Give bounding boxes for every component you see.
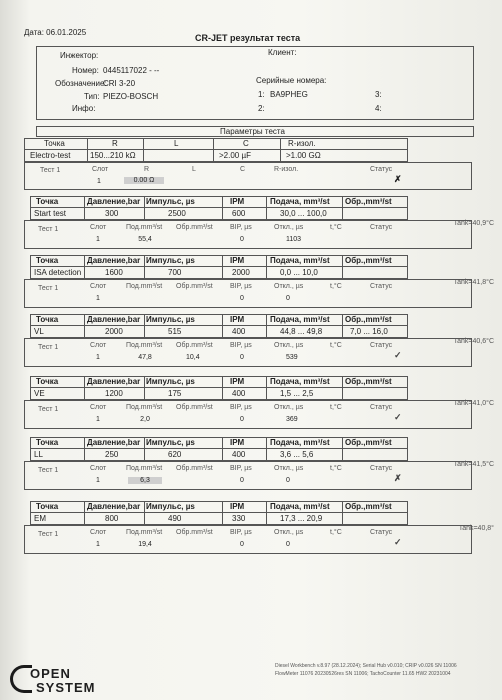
section-ipm: 400 bbox=[232, 327, 246, 336]
section-header-feed: Подача, mm³/st bbox=[270, 315, 330, 324]
section-pressure: 2000 bbox=[105, 327, 123, 336]
serials-label: Серийные номера: bbox=[256, 76, 327, 85]
section-result-label-temp: t,°C bbox=[330, 224, 342, 231]
section-tank-temp: Tank=41,0°C bbox=[453, 400, 494, 407]
section-header-pressure: Давление,bar bbox=[87, 256, 141, 265]
section-header-impulse: Импульс, µs bbox=[146, 256, 195, 265]
section-header-point: Точка bbox=[36, 377, 59, 386]
section-header-impulse: Импульс, µs bbox=[146, 502, 195, 511]
section-bip-value: 0 bbox=[240, 236, 244, 243]
section-result-label-slot: Слот bbox=[90, 342, 107, 349]
section-header-feed: Подача, mm³/st bbox=[270, 197, 330, 206]
params-r-slot-value: 1 bbox=[97, 178, 101, 185]
section-ipm: 400 bbox=[232, 450, 246, 459]
params-h-riso: R-изол. bbox=[288, 139, 316, 148]
section-ipm: 330 bbox=[232, 514, 246, 523]
section-result-label-test: Тест 1 bbox=[38, 285, 59, 292]
section-feed: 0,0 ... 10,0 bbox=[280, 268, 318, 277]
section-pressure: 250 bbox=[105, 450, 119, 459]
section-result-label-status: Статус bbox=[370, 465, 393, 472]
section-ipm: 400 bbox=[232, 389, 246, 398]
section-slot-value: 1 bbox=[96, 354, 100, 361]
section-feed-value: 19,4 bbox=[138, 541, 152, 548]
logo-top: OPEN bbox=[30, 666, 71, 681]
section-feed-value: 2,0 bbox=[140, 416, 150, 423]
section-point: VE bbox=[34, 389, 45, 398]
section-result-label-test: Тест 1 bbox=[38, 406, 59, 413]
section-header-ipm: IPM bbox=[230, 438, 245, 447]
section-header-ret: Обр.,mm³/st bbox=[345, 256, 392, 265]
section-result-label-status: Статус bbox=[370, 404, 393, 411]
section-tank-temp: Tank=40,8° bbox=[458, 525, 494, 532]
section-slot-value: 1 bbox=[96, 477, 100, 484]
section-header-pressure: Давление,bar bbox=[87, 502, 141, 511]
params-r-l: L bbox=[192, 166, 196, 173]
footer-line-2: FlowMeter 11076 20230526res SN 11006; TachoCounter 11.65 HW2 20231004 bbox=[275, 671, 451, 677]
section-result-label-status: Статус bbox=[370, 342, 393, 349]
serial-1-label: 1: bbox=[258, 90, 265, 99]
section-result-label-feed_r: Под.mm³/st bbox=[126, 342, 163, 349]
section-result-label-feed_r: Под.mm³/st bbox=[126, 283, 163, 290]
section-bip-value: 0 bbox=[240, 295, 244, 302]
serial-1-value: BA9PHEG bbox=[270, 90, 308, 99]
section-header-pressure: Давление,bar bbox=[87, 438, 141, 447]
serial-4-label: 4: bbox=[375, 104, 382, 113]
section-result-label-dev: Откл., µs bbox=[274, 283, 304, 290]
logo-bottom: SYSTEM bbox=[36, 680, 96, 695]
report-title: CR-JET результат теста bbox=[195, 33, 301, 43]
section-result-label-slot: Слот bbox=[90, 529, 107, 536]
section-header-pressure: Давление,bar bbox=[87, 315, 141, 324]
section-bip-value: 0 bbox=[240, 416, 244, 423]
section-result-label-test: Тест 1 bbox=[38, 344, 59, 351]
section-point: LL bbox=[34, 450, 43, 459]
number-label: Номер: bbox=[72, 66, 99, 75]
section-impulse: 620 bbox=[168, 450, 182, 459]
section-header-point: Точка bbox=[36, 438, 59, 447]
section-impulse: 2500 bbox=[168, 209, 186, 218]
section-deviation-value: 369 bbox=[286, 416, 298, 423]
params-table bbox=[24, 138, 408, 162]
section-header-point: Точка bbox=[36, 502, 59, 511]
number-value: 0445117022 - -- bbox=[103, 66, 160, 75]
type-label: Тип: bbox=[84, 92, 100, 101]
report-date: Дата: 06.01.2025 bbox=[24, 28, 87, 37]
params-r-c: C bbox=[240, 166, 246, 173]
section-deviation-value: 539 bbox=[286, 354, 298, 361]
section-result-label-slot: Слот bbox=[90, 465, 107, 472]
section-result-label-feed_r: Под.mm³/st bbox=[126, 404, 163, 411]
section-point: VL bbox=[34, 327, 44, 336]
section-result-label-feed_r: Под.mm³/st bbox=[126, 465, 163, 472]
section-header-impulse: Импульс, µs bbox=[146, 377, 195, 386]
section-result-label-slot: Слот bbox=[90, 224, 107, 231]
params-h-c: C bbox=[243, 139, 249, 148]
section-bip-value: 0 bbox=[240, 354, 244, 361]
section-impulse: 515 bbox=[168, 327, 182, 336]
section-bip-value: 0 bbox=[240, 541, 244, 548]
section-point: Start test bbox=[34, 209, 67, 218]
section-deviation-value: 1103 bbox=[286, 236, 302, 243]
section-deviation-value: 0 bbox=[286, 541, 290, 548]
section-result-label-bip: BIP, µs bbox=[230, 404, 252, 411]
section-ipm: 600 bbox=[232, 209, 246, 218]
section-feed-value: 47,8 bbox=[138, 354, 152, 361]
section-result-label-dev: Откл., µs bbox=[274, 465, 304, 472]
section-header-ipm: IPM bbox=[230, 256, 245, 265]
section-result-label-ret_r: Обр.mm³/st bbox=[176, 529, 213, 536]
params-r-r: R bbox=[144, 166, 150, 173]
designation-value: CRI 3-20 bbox=[103, 79, 136, 88]
params-v-point: Electro-test bbox=[30, 151, 71, 160]
section-tank-temp: Tank=40,9°C bbox=[453, 220, 494, 227]
section-result-label-test: Тест 1 bbox=[38, 226, 59, 233]
section-point: ISA detection bbox=[34, 268, 82, 277]
section-header-feed: Подача, mm³/st bbox=[270, 438, 330, 447]
fail-mark-icon: ✗ bbox=[394, 174, 402, 184]
type-value: PIEZO-BOSCH bbox=[103, 92, 159, 101]
params-r-status: Статус bbox=[370, 166, 393, 173]
params-v-riso: >1.00 GΩ bbox=[286, 151, 321, 160]
section-pressure: 1600 bbox=[105, 268, 123, 277]
section-pressure: 800 bbox=[105, 514, 119, 523]
params-h-l: L bbox=[174, 139, 179, 148]
params-title: Параметры теста bbox=[220, 127, 285, 136]
section-feed: 17,3 ... 20,9 bbox=[280, 514, 323, 523]
params-v-c: >2.00 µF bbox=[219, 151, 251, 160]
section-slot-value: 1 bbox=[96, 541, 100, 548]
section-header-pressure: Давление,bar bbox=[87, 197, 141, 206]
section-header-feed: Подача, mm³/st bbox=[270, 377, 330, 386]
section-slot-value: 1 bbox=[96, 236, 100, 243]
section-header-ipm: IPM bbox=[230, 377, 245, 386]
section-result-label-bip: BIP, µs bbox=[230, 529, 252, 536]
section-pressure: 1200 bbox=[105, 389, 123, 398]
section-result-label-status: Статус bbox=[370, 529, 393, 536]
section-result-label-temp: t,°C bbox=[330, 465, 342, 472]
params-r-riso: R-изол. bbox=[274, 166, 299, 173]
section-deviation-value: 0 bbox=[286, 295, 290, 302]
section-return: 7,0 ... 16,0 bbox=[350, 327, 388, 336]
section-impulse: 175 bbox=[168, 389, 182, 398]
section-result-label-test: Тест 1 bbox=[38, 467, 59, 474]
section-result-label-slot: Слот bbox=[90, 283, 107, 290]
section-result-label-bip: BIP, µs bbox=[230, 224, 252, 231]
section-feed: 3,6 ... 5,6 bbox=[280, 450, 314, 459]
section-result-label-bip: BIP, µs bbox=[230, 342, 252, 349]
section-header-ret: Обр.,mm³/st bbox=[345, 377, 392, 386]
section-header-ret: Обр.,mm³/st bbox=[345, 197, 392, 206]
section-result-label-ret_r: Обр.mm³/st bbox=[176, 224, 213, 231]
section-ipm: 2000 bbox=[232, 268, 250, 277]
section-tank-temp: Tank=41,8°C bbox=[453, 279, 494, 286]
section-feed: 1,5 ... 2,5 bbox=[280, 389, 314, 398]
section-impulse: 700 bbox=[168, 268, 182, 277]
section-feed: 44,8 ... 49,8 bbox=[280, 327, 323, 336]
section-result-label-bip: BIP, µs bbox=[230, 283, 252, 290]
section-feed-value: 55,4 bbox=[138, 236, 152, 243]
footer-line-1: Diesel Workbench v.8.97 (28.12.2024); Serial Hub v0.010; CRIP v0.026 SN 11006 bbox=[275, 663, 457, 669]
params-r-slot: Слот bbox=[92, 166, 109, 173]
section-header-ret: Обр.,mm³/st bbox=[345, 315, 392, 324]
section-pressure: 300 bbox=[105, 209, 119, 218]
section-result-label-temp: t,°C bbox=[330, 404, 342, 411]
section-result-label-temp: t,°C bbox=[330, 283, 342, 290]
section-result-label-ret_r: Обр.mm³/st bbox=[176, 465, 213, 472]
section-status-icon: ✓ bbox=[394, 350, 402, 360]
section-header-point: Точка bbox=[36, 256, 59, 265]
section-result-label-ret_r: Обр.mm³/st bbox=[176, 404, 213, 411]
section-slot-value: 1 bbox=[96, 295, 100, 302]
section-impulse: 490 bbox=[168, 514, 182, 523]
section-header-ret: Обр.,mm³/st bbox=[345, 438, 392, 447]
section-header-ipm: IPM bbox=[230, 315, 245, 324]
serial-2-label: 2: bbox=[258, 104, 265, 113]
section-point: EM bbox=[34, 514, 46, 523]
section-status-icon: ✗ bbox=[394, 473, 402, 483]
section-header-impulse: Импульс, µs bbox=[146, 315, 195, 324]
section-header-ipm: IPM bbox=[230, 197, 245, 206]
section-result-label-status: Статус bbox=[370, 224, 393, 231]
section-result-label-status: Статус bbox=[370, 283, 393, 290]
injector-label: Инжектор: bbox=[60, 51, 99, 60]
section-result-label-temp: t,°C bbox=[330, 342, 342, 349]
section-header-ret: Обр.,mm³/st bbox=[345, 502, 392, 511]
section-return-value: 10,4 bbox=[186, 354, 200, 361]
section-result-label-dev: Откл., µs bbox=[274, 224, 304, 231]
section-header-point: Точка bbox=[36, 315, 59, 324]
section-status-icon: ✓ bbox=[394, 412, 402, 422]
section-feed: 30,0 ... 100,0 bbox=[280, 209, 327, 218]
section-result-label-dev: Откл., µs bbox=[274, 342, 304, 349]
section-tank-temp: Tank=41,5°C bbox=[453, 461, 494, 468]
section-slot-value: 1 bbox=[96, 416, 100, 423]
params-r-r-value: 0.00 Ω bbox=[124, 177, 164, 184]
section-result-label-ret_r: Обр.mm³/st bbox=[176, 283, 213, 290]
params-h-r: R bbox=[112, 139, 118, 148]
section-result-label-feed_r: Под.mm³/st bbox=[126, 224, 163, 231]
section-result-label-feed_r: Под.mm³/st bbox=[126, 529, 163, 536]
serial-3-label: 3: bbox=[375, 90, 382, 99]
client-label: Клиент: bbox=[268, 48, 297, 57]
params-v-r: 150...210 kΩ bbox=[90, 151, 136, 160]
section-header-impulse: Импульс, µs bbox=[146, 438, 195, 447]
designation-label: Обозначение: bbox=[55, 79, 107, 88]
params-r-test: Тест 1 bbox=[40, 167, 61, 174]
section-bip-value: 0 bbox=[240, 477, 244, 484]
section-header-feed: Подача, mm³/st bbox=[270, 256, 330, 265]
section-status-icon: ✓ bbox=[394, 537, 402, 547]
section-feed-value: 6,3 bbox=[128, 477, 162, 484]
section-result-label-slot: Слот bbox=[90, 404, 107, 411]
section-result-label-dev: Откл., µs bbox=[274, 404, 304, 411]
section-header-pressure: Давление,bar bbox=[87, 377, 141, 386]
section-result-label-test: Тест 1 bbox=[38, 531, 59, 538]
section-header-ipm: IPM bbox=[230, 502, 245, 511]
section-result-label-ret_r: Обр.mm³/st bbox=[176, 342, 213, 349]
info-label: Инфо: bbox=[72, 104, 96, 113]
section-result-label-bip: BIP, µs bbox=[230, 465, 252, 472]
section-tank-temp: Tank=40,6°C bbox=[453, 338, 494, 345]
section-header-point: Точка bbox=[36, 197, 59, 206]
section-header-impulse: Импульс, µs bbox=[146, 197, 195, 206]
section-result-label-temp: t,°C bbox=[330, 529, 342, 536]
logo-icon bbox=[10, 665, 32, 693]
section-result-label-dev: Откл., µs bbox=[274, 529, 304, 536]
section-deviation-value: 0 bbox=[286, 477, 290, 484]
params-h-point: Точка bbox=[44, 139, 65, 148]
section-header-feed: Подача, mm³/st bbox=[270, 502, 330, 511]
